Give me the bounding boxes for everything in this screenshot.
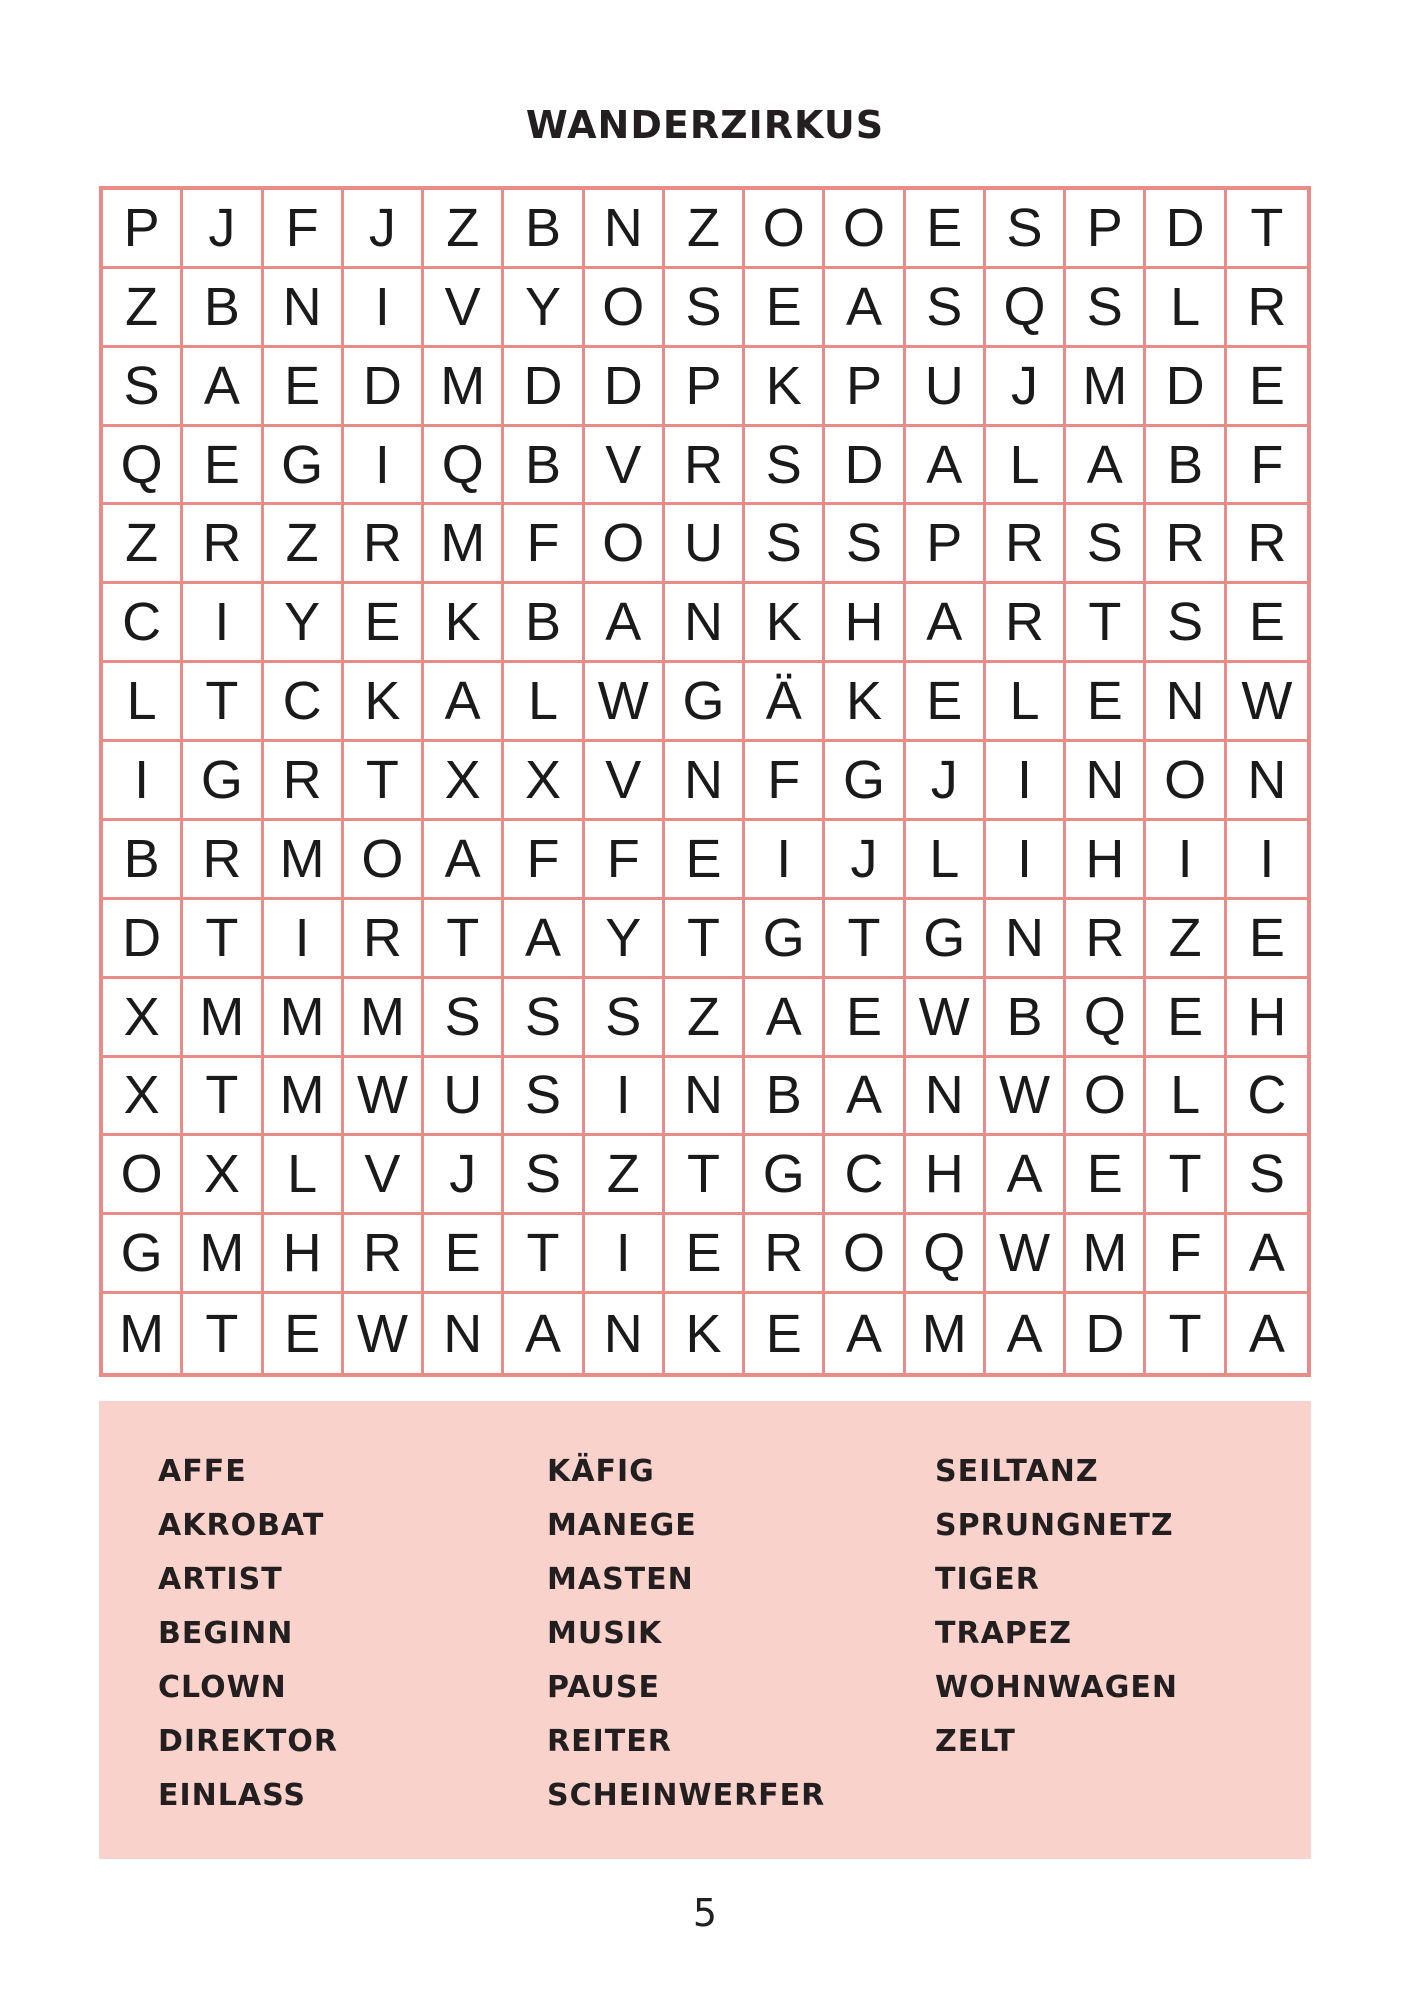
grid-cell: R (986, 584, 1066, 663)
search-word: BEGINN (158, 1616, 294, 1651)
grid-cell: B (504, 427, 584, 506)
grid-cell: M (424, 348, 504, 427)
grid-cell: R (183, 505, 263, 584)
grid-cell: Z (103, 505, 183, 584)
grid-cell: M (183, 979, 263, 1058)
grid-cell: S (1066, 269, 1146, 348)
grid-cell: G (825, 742, 905, 821)
grid-cell: E (1227, 900, 1307, 979)
grid-cell: S (504, 1136, 584, 1215)
grid-cell: Q (424, 427, 504, 506)
grid-cell: T (1066, 584, 1146, 663)
grid-cell: F (504, 821, 584, 900)
grid-cell: R (1227, 269, 1307, 348)
grid-cell: Z (103, 269, 183, 348)
grid-cell: M (183, 1215, 263, 1294)
grid-cell: S (986, 190, 1066, 269)
grid-cell: T (344, 742, 424, 821)
grid-cell: T (504, 1215, 584, 1294)
grid-cell: S (585, 979, 665, 1058)
grid-cell: R (344, 1215, 424, 1294)
grid-cell: N (585, 1294, 665, 1373)
grid-cell: A (986, 1294, 1066, 1373)
grid-cell: H (825, 584, 905, 663)
grid-cell: M (264, 979, 344, 1058)
grid-cell: D (825, 427, 905, 506)
grid-cell: A (906, 427, 986, 506)
grid-cell: E (745, 269, 825, 348)
grid-cell: S (424, 979, 504, 1058)
grid-cell: F (585, 821, 665, 900)
grid-cell: F (745, 742, 825, 821)
grid-cell: L (986, 663, 1066, 742)
grid-cell: H (906, 1136, 986, 1215)
grid-cell: U (665, 505, 745, 584)
grid-cell: E (183, 427, 263, 506)
grid-cell: D (103, 900, 183, 979)
grid-cell: L (1146, 1058, 1226, 1137)
grid-cell: F (1227, 427, 1307, 506)
grid-cell: D (1146, 348, 1226, 427)
grid-cell: I (986, 821, 1066, 900)
grid-cell: T (424, 900, 504, 979)
grid-cell: A (1248, 1303, 1285, 1364)
grid-cell: A (424, 821, 504, 900)
grid-cell: T (1146, 1294, 1226, 1373)
grid-cell: M (424, 505, 504, 584)
grid-cell: Z (264, 505, 344, 584)
grid-cell: N (1146, 663, 1226, 742)
grid-cell: H (1066, 821, 1146, 900)
letter-grid (99, 186, 1311, 1377)
grid-cell: I (103, 742, 183, 821)
grid-cell: J (424, 1136, 504, 1215)
grid-cell: Q (986, 269, 1066, 348)
grid-cell: E (1227, 584, 1307, 663)
grid-cell: U (906, 348, 986, 427)
grid-cell: A (825, 269, 905, 348)
grid-cell: E (665, 1215, 745, 1294)
grid-cell: O (585, 269, 665, 348)
grid-cell: A (745, 979, 825, 1058)
grid-cell: E (745, 1294, 825, 1373)
search-word: AKROBAT (158, 1508, 325, 1543)
grid-cell: S (504, 979, 584, 1058)
grid-cell: S (825, 505, 905, 584)
grid-cell: Z (665, 190, 745, 269)
grid-cell: D (1146, 190, 1226, 269)
grid-cell: R (344, 900, 424, 979)
grid-cell: B (504, 584, 584, 663)
search-word: AFFE (158, 1454, 247, 1489)
grid-cell: N (665, 1058, 745, 1137)
grid-cell: K (424, 584, 504, 663)
grid-cell: E (1066, 1136, 1146, 1215)
search-word: SCHEINWERFER (547, 1778, 826, 1813)
grid-cell: T (183, 1294, 263, 1373)
grid-cell: X (183, 1136, 263, 1215)
grid-cell: I (183, 584, 263, 663)
grid-cell: T (665, 900, 745, 979)
grid-cell: X (424, 742, 504, 821)
grid-cell: E (1066, 663, 1146, 742)
search-word: MANEGE (547, 1508, 697, 1543)
grid-cell: Q (906, 1215, 986, 1294)
grid-cell: A (1066, 427, 1146, 506)
grid-cell: L (103, 663, 183, 742)
grid-cell: S (1227, 1136, 1307, 1215)
grid-cell: T (183, 1058, 263, 1137)
grid-cell: E (264, 348, 344, 427)
grid-cell: L (1146, 269, 1226, 348)
grid-cell: E (264, 1294, 344, 1373)
grid-cell: O (103, 1136, 183, 1215)
grid-cell: R (264, 742, 344, 821)
grid-cell: N (986, 900, 1066, 979)
grid-cell: D (504, 348, 584, 427)
search-word: TRAPEZ (935, 1616, 1073, 1651)
grid-cell: N (264, 269, 344, 348)
grid-cell: J (825, 821, 905, 900)
search-word: ZELT (935, 1724, 1016, 1759)
grid-cell: Q (1066, 979, 1146, 1058)
grid-cell: S (906, 269, 986, 348)
grid-cell: P (103, 190, 183, 269)
grid-cell: K (825, 663, 905, 742)
grid-cell: Z (1146, 900, 1226, 979)
grid-cell: N (585, 190, 665, 269)
grid-cell: N (665, 742, 745, 821)
grid-cell: M (906, 1294, 986, 1373)
grid-cell: A (986, 1136, 1066, 1215)
grid-cell: G (906, 900, 986, 979)
grid-cell: R (986, 505, 1066, 584)
grid-cell: I (585, 1215, 665, 1294)
grid-cell: W (986, 1215, 1066, 1294)
grid-cell: S (745, 505, 825, 584)
grid-cell: Q (103, 427, 183, 506)
grid-cell: A (424, 663, 504, 742)
grid-cell: T (665, 1136, 745, 1215)
grid-cell: T (825, 900, 905, 979)
grid-cell: B (1146, 427, 1226, 506)
grid-cell: P (906, 505, 986, 584)
grid-cell: S (1066, 505, 1146, 584)
grid-cell: D (585, 348, 665, 427)
grid-cell: N (1066, 742, 1146, 821)
grid-cell: I (745, 821, 825, 900)
grid-cell: X (504, 742, 584, 821)
grid-cell: U (424, 1058, 504, 1137)
grid-cell: T (1227, 190, 1307, 269)
grid-cell: A (825, 1294, 905, 1373)
grid-cell: B (986, 979, 1066, 1058)
grid-cell: V (585, 742, 665, 821)
grid-cell: R (1066, 900, 1146, 979)
grid-cell: I (585, 1058, 665, 1137)
grid-cell: I (264, 900, 344, 979)
grid-cell: R (1146, 505, 1226, 584)
grid-cell: V (344, 1136, 424, 1215)
grid-cell: A (504, 1294, 584, 1373)
grid-cell: S (504, 1058, 584, 1137)
grid-cell: Y (585, 900, 665, 979)
grid-cell: W (986, 1058, 1066, 1137)
grid-cell: I (344, 427, 424, 506)
grid-cell: G (103, 1215, 183, 1294)
grid-cell: M (344, 979, 424, 1058)
grid-cell: X (103, 1058, 183, 1137)
word-list-column-1 (158, 1445, 338, 1823)
grid-cell: K (745, 584, 825, 663)
grid-cell: W (344, 1294, 424, 1373)
grid-cell: W (344, 1058, 424, 1137)
grid-cell: S (1146, 584, 1226, 663)
search-word: SEILTANZ (935, 1454, 1099, 1489)
search-word: REITER (547, 1724, 672, 1759)
grid-cell: Y (264, 584, 344, 663)
grid-cell: E (825, 979, 905, 1058)
grid-cell: E (665, 821, 745, 900)
grid-cell: R (183, 821, 263, 900)
grid-cell: J (344, 190, 424, 269)
search-word: DIREKTOR (158, 1724, 338, 1759)
grid-cell: A (504, 900, 584, 979)
grid-cell: K (344, 663, 424, 742)
grid-cell: I (344, 269, 424, 348)
grid-cell: T (183, 663, 263, 742)
grid-cell: A (585, 584, 665, 663)
grid-cell: G (264, 427, 344, 506)
grid-cell: A (1227, 1215, 1307, 1294)
search-word: EINLASS (158, 1778, 306, 1813)
grid-cell: E (424, 1215, 504, 1294)
grid-cell: M (1066, 1215, 1146, 1294)
search-word: ARTIST (158, 1562, 283, 1597)
grid-cell: M (1066, 348, 1146, 427)
grid-cell: W (1227, 663, 1307, 742)
search-word: SPRUNGNETZ (935, 1508, 1174, 1543)
grid-cell: B (504, 190, 584, 269)
grid-cell: O (344, 821, 424, 900)
grid-cell: S (103, 348, 183, 427)
page-number: 5 (692, 1891, 718, 1935)
grid-cell: B (183, 269, 263, 348)
grid-cell: A (825, 1058, 905, 1137)
grid-cell: G (745, 900, 825, 979)
grid-cell: L (986, 427, 1066, 506)
grid-cell: S (745, 427, 825, 506)
grid-cell: P (825, 348, 905, 427)
grid-cell: G (665, 663, 745, 742)
grid-cell: O (825, 190, 905, 269)
grid-cell: D (1066, 1294, 1146, 1373)
grid-cell: M (103, 1294, 183, 1373)
grid-cell: C (1227, 1058, 1307, 1137)
grid-cell: P (1066, 190, 1146, 269)
grid-cell: L (906, 821, 986, 900)
grid-cell: A (183, 348, 263, 427)
grid-cell: R (665, 427, 745, 506)
grid-cell: I (986, 742, 1066, 821)
search-word: PAUSE (547, 1670, 660, 1705)
grid-cell: W (585, 663, 665, 742)
grid-cell: C (264, 663, 344, 742)
grid-cell: G (745, 1136, 825, 1215)
grid-cell: F (264, 190, 344, 269)
grid-cell: T (1146, 1136, 1226, 1215)
grid-cell: R (344, 505, 424, 584)
grid-cell: O (585, 505, 665, 584)
grid-cell: F (504, 505, 584, 584)
grid-cell: N (665, 584, 745, 663)
grid-cell: Z (585, 1136, 665, 1215)
grid-cell: O (745, 190, 825, 269)
grid-cell: M (264, 1058, 344, 1137)
grid-cell: Ä (745, 663, 825, 742)
grid-cell: N (424, 1294, 504, 1373)
grid-cell: J (986, 348, 1066, 427)
grid-cell: I (1227, 821, 1307, 900)
grid-cell: M (264, 821, 344, 900)
grid-cell: G (183, 742, 263, 821)
grid-cell: V (424, 269, 504, 348)
grid-cell: E (1227, 348, 1307, 427)
grid-cell: O (1066, 1058, 1146, 1137)
grid-cell: C (103, 584, 183, 663)
grid-cell: P (665, 348, 745, 427)
grid-cell: T (183, 900, 263, 979)
grid-cell: D (344, 348, 424, 427)
grid-cell: J (183, 190, 263, 269)
grid-cell: E (906, 663, 986, 742)
word-list-column-3 (935, 1445, 1178, 1769)
page-title: WANDERZIRKUS (525, 103, 885, 147)
grid-cell: K (665, 1294, 745, 1373)
grid-cell: E (1146, 979, 1226, 1058)
grid-cell: R (1227, 505, 1307, 584)
search-word: WOHNWAGEN (935, 1670, 1178, 1705)
grid-cell: W (906, 979, 986, 1058)
grid-cell: Z (665, 979, 745, 1058)
grid-cell: C (825, 1136, 905, 1215)
grid-cell: Y (504, 269, 584, 348)
grid-cell: V (585, 427, 665, 506)
grid-cell: R (745, 1215, 825, 1294)
grid-cell: O (825, 1215, 905, 1294)
search-word: MUSIK (547, 1616, 663, 1651)
grid-cell: Z (424, 190, 504, 269)
grid-cell: J (906, 742, 986, 821)
grid-cell: A (906, 584, 986, 663)
grid-cell: I (1146, 821, 1226, 900)
grid-cell: N (1227, 742, 1307, 821)
word-list-column-2 (547, 1445, 825, 1823)
search-word: KÄFIG (547, 1454, 655, 1489)
grid-cell: H (264, 1215, 344, 1294)
grid-cell: S (665, 269, 745, 348)
grid-cell: N (906, 1058, 986, 1137)
word-list-box (99, 1401, 1311, 1859)
grid-cell: B (103, 821, 183, 900)
grid-cell: H (1227, 979, 1307, 1058)
search-word: MASTEN (547, 1562, 694, 1597)
grid-cell: L (264, 1136, 344, 1215)
grid-cell: O (1146, 742, 1226, 821)
grid-cell: E (906, 190, 986, 269)
grid-cell: L (504, 663, 584, 742)
grid-cell: X (103, 979, 183, 1058)
grid-cell: F (1146, 1215, 1226, 1294)
search-word: CLOWN (158, 1670, 287, 1705)
grid-cell: K (745, 348, 825, 427)
search-word: TIGER (935, 1562, 1040, 1597)
grid-cell: B (745, 1058, 825, 1137)
grid-cell: E (344, 584, 424, 663)
